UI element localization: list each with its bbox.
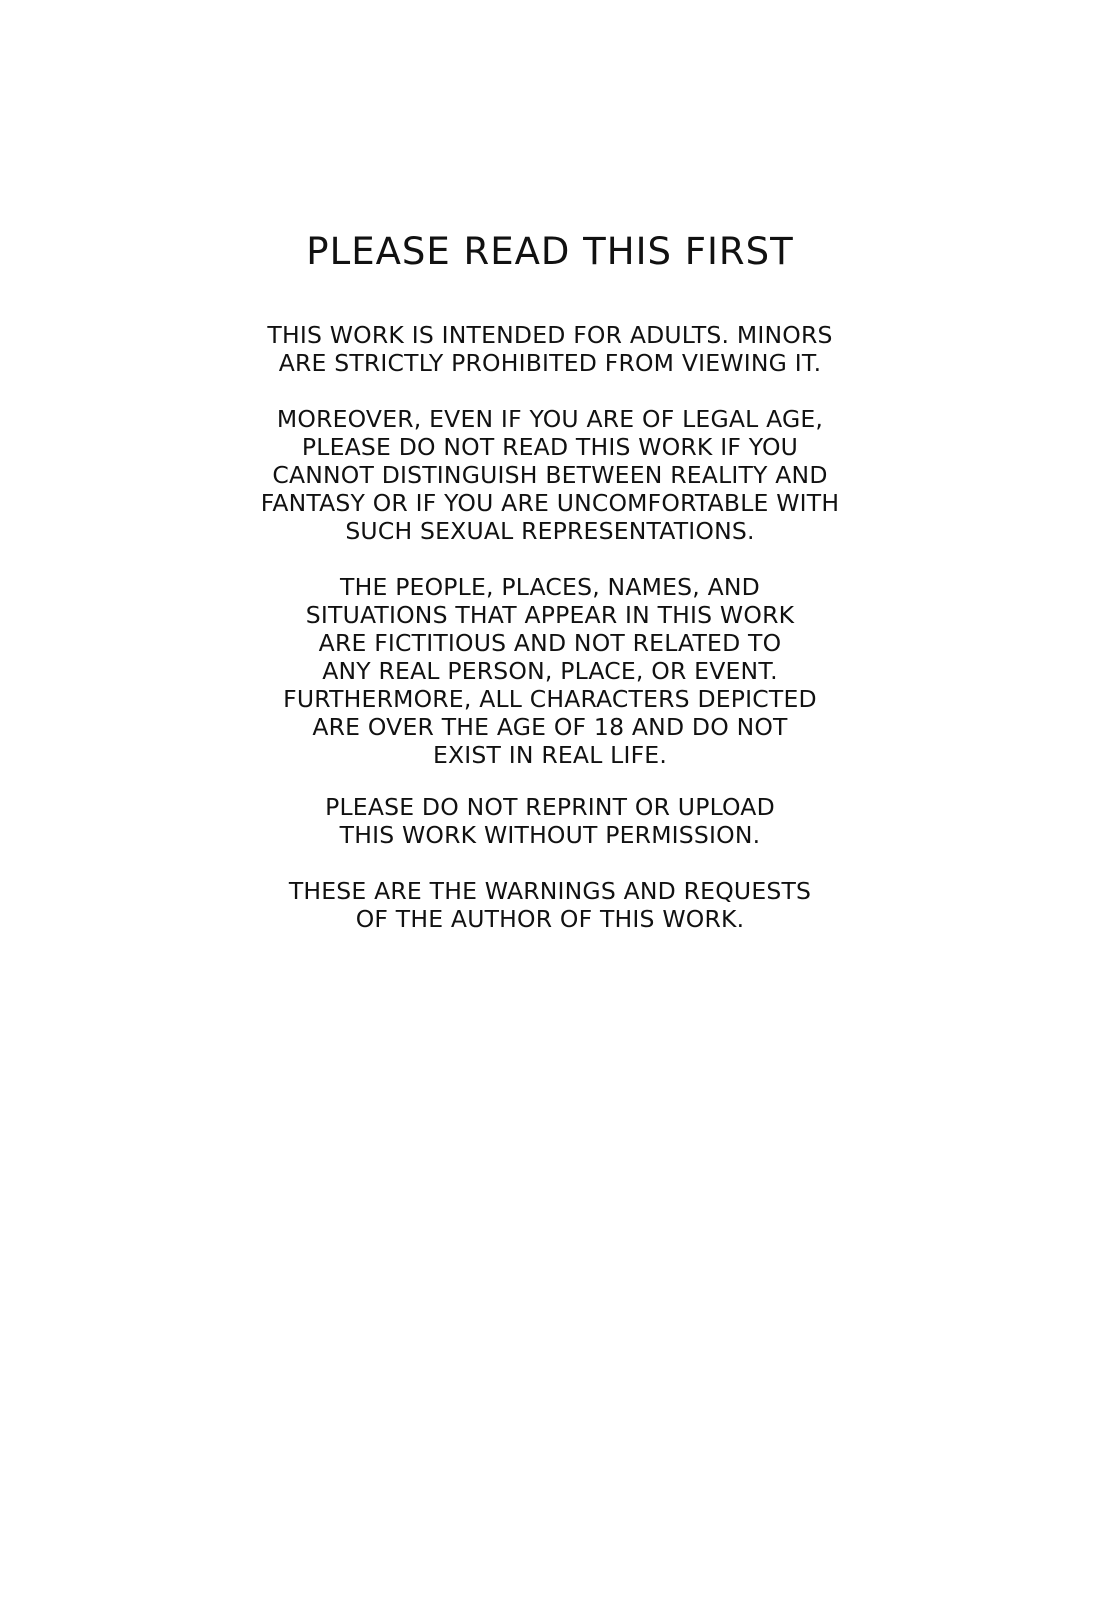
text-line: ARE FICTITIOUS AND NOT RELATED TO (318, 629, 782, 657)
text-line: FANTASY OR IF YOU ARE UNCOMFORTABLE WITH (260, 489, 840, 517)
text-line: OF THE AUTHOR OF THIS WORK. (355, 905, 745, 933)
text-line: ANY REAL PERSON, PLACE, OR EVENT. (322, 657, 778, 685)
text-line: ARE OVER THE AGE OF 18 AND DO NOT (312, 713, 788, 741)
text-line: PLEASE DO NOT REPRINT OR UPLOAD (325, 793, 775, 821)
text-line: THIS WORK IS INTENDED FOR ADULTS. MINORS (267, 321, 833, 349)
text-line: THIS WORK WITHOUT PERMISSION. (339, 821, 761, 849)
text-line: FURTHERMORE, ALL CHARACTERS DEPICTED (283, 685, 817, 713)
paragraph-author-requests (0, 877, 1100, 933)
text-line: PLEASE DO NOT READ THIS WORK IF YOU (301, 433, 799, 461)
text-line: SUCH SEXUAL REPRESENTATIONS. (345, 517, 755, 545)
text-line: MOREOVER, EVEN IF YOU ARE OF LEGAL AGE, (276, 405, 824, 433)
paragraph-no-reprint (0, 793, 1100, 849)
text-line: THESE ARE THE WARNINGS AND REQUESTS (288, 877, 812, 905)
text-line: THE PEOPLE, PLACES, NAMES, AND (340, 573, 760, 601)
text-line: SITUATIONS THAT APPEAR IN THIS WORK (305, 601, 795, 629)
paragraph-adults-only (0, 321, 1100, 377)
paragraph-legal-age (0, 405, 1100, 545)
text-line: ARE STRICTLY PROHIBITED FROM VIEWING IT. (278, 349, 822, 377)
text-line: CANNOT DISTINGUISH BETWEEN REALITY AND (272, 461, 828, 489)
paragraph-fiction-disclaimer (0, 573, 1100, 769)
text-line: EXIST IN REAL LIFE. (432, 741, 668, 769)
page-title: PLEASE READ THIS FIRST (306, 230, 794, 273)
